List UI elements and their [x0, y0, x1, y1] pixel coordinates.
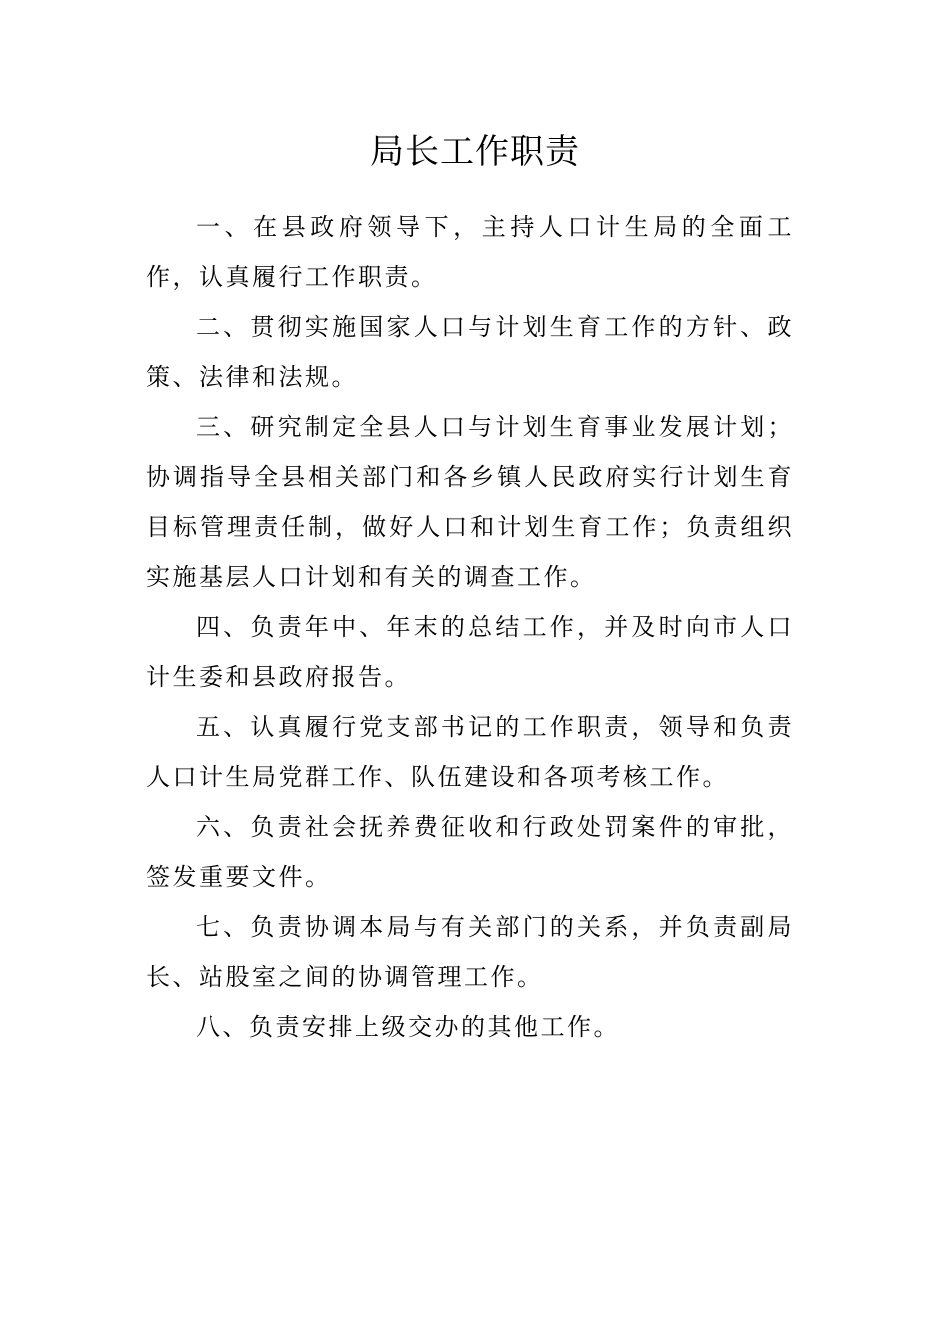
duty-paragraph-3: 三、研究制定全县人口与计划生育事业发展计划；协调指导全县相关部门和各乡镇人民政府实行计划生育目标管理责任制，做好人口和计划生育工作；负责组织实施基层人口计划和有关的调查工作。 [146, 413, 794, 591]
duty-paragraph-6: 六、负责社会抚养费征收和行政处罚案件的审批，签发重要文件。 [146, 813, 794, 891]
document-title: 局长工作职责 [370, 132, 580, 172]
duty-paragraph-7: 七、负责协调本局与有关部门的关系，并负责副局长、站股室之间的协调管理工作。 [146, 913, 794, 991]
duty-paragraph-4: 四、负责年中、年末的总结工作，并及时向市人口计生委和县政府报告。 [146, 613, 794, 691]
document-body [146, 202, 794, 1052]
duty-paragraph-2: 二、贯彻实施国家人口与计划生育工作的方针、政策、法律和法规。 [146, 313, 794, 391]
duty-paragraph-1: 一、在县政府领导下，主持人口计生局的全面工作，认真履行工作职责。 [146, 213, 794, 291]
duty-paragraph-5: 五、认真履行党支部书记的工作职责，领导和负责人口计生局党群工作、队伍建设和各项考核工作。 [146, 713, 794, 791]
duty-paragraph-8: 八、负责安排上级交办的其他工作。 [196, 1013, 620, 1041]
